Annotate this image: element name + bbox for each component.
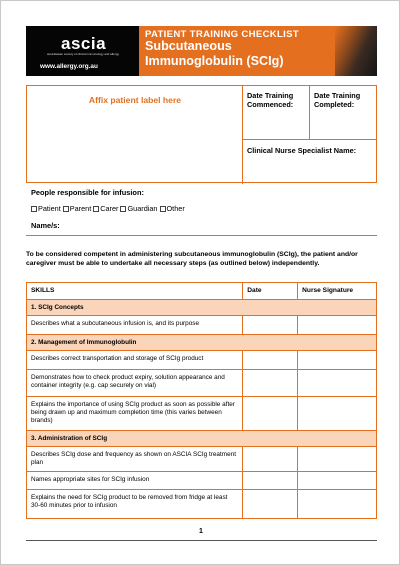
names-field[interactable]: Name/s: — [31, 221, 60, 230]
signature-cell[interactable] — [298, 351, 377, 370]
skill-cell: Demonstrates how to check product expiry, solution appearance and container integrity (e.g. cap securely on vial) — [27, 370, 243, 397]
table-row — [27, 447, 377, 472]
signature-cell[interactable] — [298, 316, 377, 335]
option-label: Other — [166, 204, 185, 213]
option-carer[interactable] — [93, 204, 118, 213]
checkbox-icon[interactable] — [120, 206, 126, 212]
section-title: 3. Administration of SCIg — [27, 431, 377, 447]
checkbox-icon[interactable] — [160, 206, 166, 212]
page-number: 1 — [199, 528, 203, 535]
nurse-name-field[interactable]: Clinical Nurse Specialist Name: — [247, 146, 357, 155]
header-date: Date — [243, 283, 298, 300]
signature-cell[interactable] — [298, 447, 377, 472]
date-cell[interactable] — [243, 447, 298, 472]
section-title: 1. SCIg Concepts — [27, 300, 377, 316]
date-cell[interactable] — [243, 316, 298, 335]
skill-cell: Explains the need for SCIg product to be removed from fridge at least 30-60 minutes prior to infusion — [27, 490, 243, 519]
checkbox-icon[interactable] — [31, 206, 37, 212]
logo-url: www.allergy.org.au — [40, 63, 98, 70]
date-cell[interactable] — [243, 472, 298, 490]
option-label: Patient — [38, 204, 61, 213]
option-patient[interactable] — [31, 204, 61, 213]
table-row — [27, 316, 377, 335]
header-photo — [335, 26, 377, 76]
table-row — [27, 370, 377, 397]
header-banner — [26, 26, 377, 76]
logo-subtext: australasian society of clinical immunology and allergy — [46, 52, 120, 56]
table-row — [27, 397, 377, 431]
option-parent[interactable] — [63, 204, 92, 213]
signature-cell[interactable] — [298, 397, 377, 431]
option-guardian[interactable] — [120, 204, 157, 213]
skill-cell: Describes what a subcutaneous infusion is, and its purpose — [27, 316, 243, 335]
header-skills: SKILLS — [27, 283, 243, 300]
table-header-row — [27, 283, 377, 300]
affix-label-text: Affix patient label here — [88, 95, 182, 105]
signature-cell[interactable] — [298, 472, 377, 490]
footer-divider — [26, 540, 377, 541]
title-checklist: PATIENT TRAINING CHECKLIST — [145, 29, 300, 40]
option-label: Parent — [69, 204, 92, 213]
signature-cell[interactable] — [298, 370, 377, 397]
option-label: Guardian — [127, 204, 158, 213]
option-other[interactable] — [160, 204, 185, 213]
skills-table — [26, 282, 377, 519]
table-row — [27, 472, 377, 490]
skill-cell: Names appropriate sites for SCIg infusion — [27, 472, 243, 490]
section-title: 2. Management of Immunoglobulin — [27, 335, 377, 351]
people-options — [31, 204, 185, 213]
section-row — [27, 431, 377, 447]
table-row — [27, 490, 377, 519]
section-row — [27, 300, 377, 316]
date-cell[interactable] — [243, 490, 298, 519]
ascia-logo — [26, 26, 139, 76]
people-heading: People responsible for infusion: — [31, 188, 144, 197]
skill-cell: Describes SCIg dose and frequency as shown on ASCIA SCIg treatment plan — [27, 447, 243, 472]
skill-cell: Describes correct transportation and storage of SCIg product — [27, 351, 243, 370]
checkbox-icon[interactable] — [93, 206, 99, 212]
date-completed-field[interactable]: Date Training Completed: — [310, 86, 376, 140]
date-cell[interactable] — [243, 397, 298, 431]
people-responsible-section — [26, 183, 377, 236]
option-label: Carer — [100, 204, 119, 213]
title-line-3: Immunoglobulin (SCIg) — [145, 54, 284, 68]
title-block — [139, 26, 377, 76]
logo-wordmark: ascia — [61, 34, 107, 53]
intro-text: To be considered competent in administering subcutaneous immunoglobulin (SCIg), the patient and/or caregiver must be able to undertake all necessary steps (as outlined below) independently. — [26, 251, 358, 268]
date-cell[interactable] — [243, 370, 298, 397]
signature-cell[interactable] — [298, 490, 377, 519]
section-row — [27, 335, 377, 351]
table-row — [27, 351, 377, 370]
patient-details-box — [26, 85, 377, 183]
patient-label-area[interactable] — [27, 86, 243, 184]
date-cell[interactable] — [243, 351, 298, 370]
title-line-2: Subcutaneous — [145, 39, 232, 53]
header-nurse-signature: Nurse Signature — [298, 283, 377, 300]
checkbox-icon[interactable] — [63, 206, 69, 212]
title-main — [145, 39, 284, 69]
skill-cell: Explains the importance of using SCIg product as soon as possible after being drawn up and maximum completion time (this varies between brands) — [27, 397, 243, 431]
date-commenced-field[interactable]: Date Training Commenced: — [243, 86, 310, 140]
